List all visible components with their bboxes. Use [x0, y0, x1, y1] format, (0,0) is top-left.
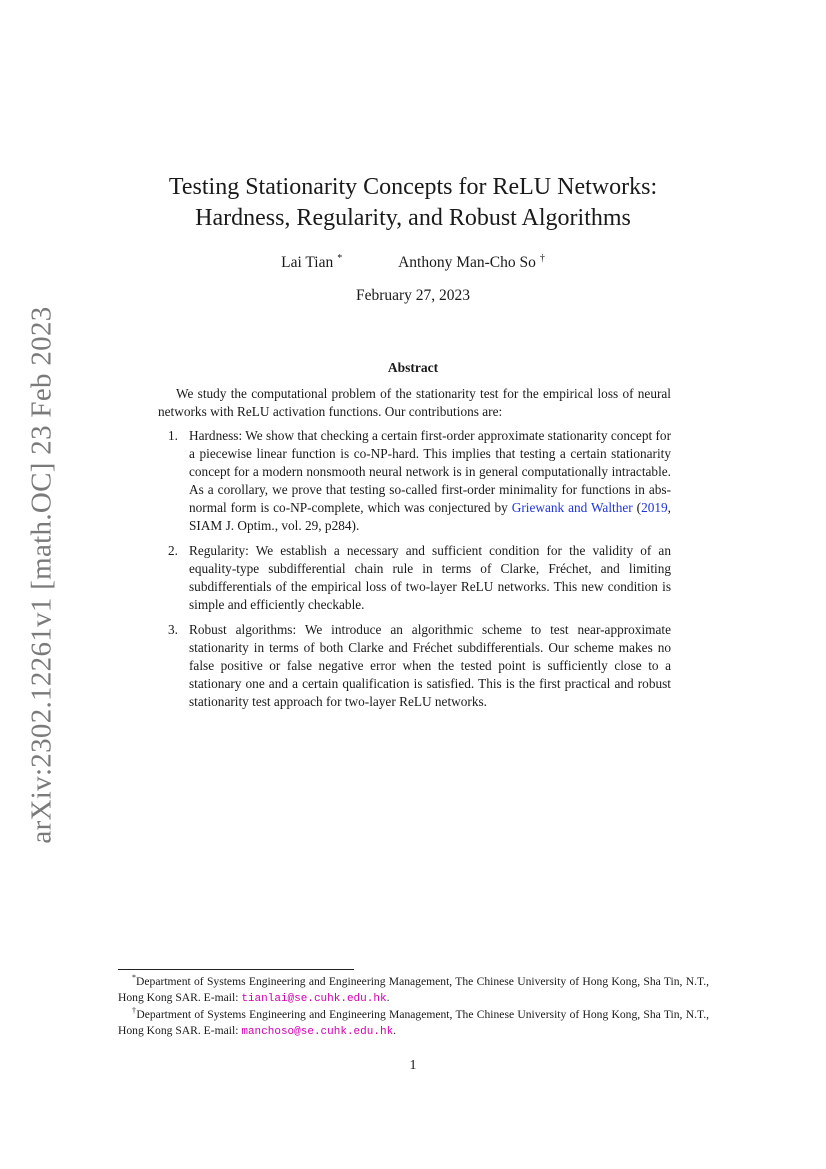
footnote — [118, 974, 709, 1007]
item-text: ( — [632, 500, 642, 515]
abstract-body — [158, 385, 671, 718]
title-line-1: Testing Stationarity Concepts for ReLU Networks: — [168, 174, 658, 200]
page-number: 1 — [409, 1058, 417, 1073]
item-number: 2. — [168, 543, 178, 558]
author-name: Anthony Man-Cho So — [398, 254, 536, 271]
email-link[interactable]: manchoso@se.cuhk.edu.hk — [241, 1026, 394, 1038]
paper-title — [100, 172, 726, 234]
arxiv-id[interactable]: arXiv:2302.12261v1 [math.OC] 23 Feb 2023 — [25, 306, 58, 844]
footnote-mark: † — [132, 1006, 137, 1016]
footnote-mark: * — [132, 973, 136, 983]
citation-year-link[interactable]: 2019 — [641, 500, 668, 515]
item-text: Robust algorithms: We introduce an algorithmic scheme to test near-approximate stationarity in terms of both Clarke and Fréchet subdifferentials. Our scheme makes no false positive or false negative error when the tested point is sufficiently close to a stationary one and a certain qualification is satisfied. This is the first practical and robust stationarity test approach for two-layer ReLU networks. — [189, 622, 671, 709]
item-number: 1. — [168, 428, 178, 443]
author-name: Lai Tian — [281, 254, 334, 271]
item-text: Hardness: We show that checking a certain first-order approximate stationarity concept for a piecewise linear function is co-NP-hard. This implies that testing a certain stationarity concept for a modern nonsmooth neural network is in general computationally intractable. As a corollary, we prove that testing so-called first-order minimality for functions in abs-normal form is co-NP-complete, which was conjectured by — [189, 428, 671, 515]
footnote-mark[interactable]: † — [539, 253, 545, 264]
author-list — [100, 253, 726, 272]
list-item — [158, 427, 671, 535]
author-anthony-so — [398, 253, 545, 272]
title-line-2: Hardness, Regularity, and Robust Algorithms — [195, 205, 631, 231]
email-link[interactable]: tianlai@se.cuhk.edu.hk — [241, 993, 387, 1005]
citation-link[interactable]: Griewank and Walther — [511, 500, 633, 515]
footnotes — [118, 969, 709, 1040]
list-item — [158, 621, 671, 711]
footnote-end: . — [393, 1024, 397, 1037]
contribution-list — [158, 427, 671, 711]
abstract-intro: We study the computational problem of the stationarity test for the empirical loss of neural networks with ReLU activation functions. Our contributions are: — [158, 386, 671, 419]
footnote-mark[interactable]: * — [337, 253, 343, 264]
footnote-text: Department of Systems Engineering and Engineering Management, The Chinese University of Hong Kong, Sha Tin, N.T., Hong Kong SAR. E-mail: — [118, 975, 709, 1004]
item-number: 3. — [168, 622, 178, 637]
item-text: Regularity: We establish a necessary and sufficient condition for the validity of an equality-type subdifferential chain rule in terms of Clarke, Fréchet, and limiting subdifferentials of the empirical loss of two-layer ReLU networks. This new condition is simple and efficiently checkable. — [189, 543, 671, 612]
footnote — [118, 1007, 709, 1040]
paper-date: February 27, 2023 — [355, 287, 471, 304]
author-lai-tian — [281, 253, 342, 272]
footnote-text: Department of Systems Engineering and Engineering Management, The Chinese University of Hong Kong, Sha Tin, N.T., Hong Kong SAR. E-mail: — [118, 1008, 709, 1037]
abstract-heading: Abstract — [387, 360, 439, 375]
list-item — [158, 542, 671, 614]
footnote-end: . — [386, 991, 390, 1004]
item-text: , SIAM J. Optim., vol. 29, p284). — [189, 500, 671, 533]
footnote-rule — [118, 969, 354, 970]
